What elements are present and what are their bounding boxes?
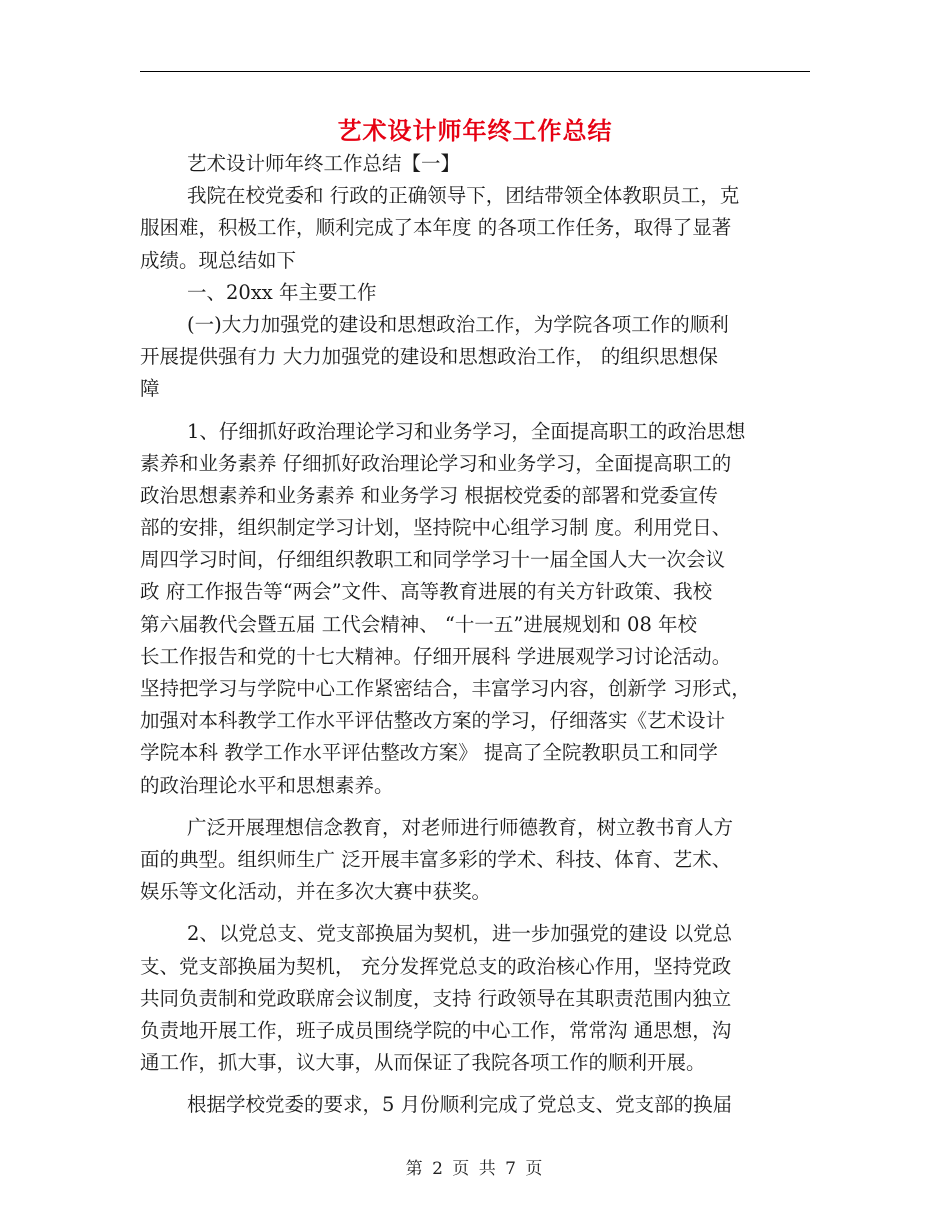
text-line: 加强对本科教学工作水平评估整改方案的学习，仔细落实《艺术设计 bbox=[140, 709, 726, 733]
text-line: 我院在校党委和 行政的正确领导下，团结带领全体教职员工，克 bbox=[187, 184, 740, 208]
document-body bbox=[140, 148, 812, 1121]
page-footer: 第 2 页 共 7 页 bbox=[405, 1159, 545, 1179]
text-line: (一)大力加强党的建设和思想政治工作，为学院各项工作的顺利 bbox=[187, 312, 729, 336]
text-line: 1、仔细抓好政治理论学习和业务学习，全面提高职工的政治思想 bbox=[187, 419, 746, 443]
header-rule bbox=[140, 71, 810, 72]
text-line: 艺术设计师年终工作总结【一】 bbox=[187, 152, 461, 175]
text-line: 共同负责制和党政联席会议制度，支持 行政领导在其职责范围内独立 bbox=[140, 986, 732, 1010]
text-line: 广泛开展理想信念教育，对老师进行师德教育，树立教书育人方 bbox=[187, 815, 734, 839]
text-line: 第六届教代会暨五届 工代会精神、 “十一五”进展规划和 08 年校 bbox=[140, 612, 698, 636]
text-line: 一、20xx 年主要工作 bbox=[187, 280, 377, 304]
text-line: 成绩。现总结如下 bbox=[140, 248, 297, 272]
text-line: 周四学习时间，仔细组织教职工和同学学习十一届全国人大一次会议 bbox=[140, 548, 726, 572]
text-line: 支、党支部换届为契机， 充分发挥党总支的政治核心作用，坚持党政 bbox=[140, 954, 732, 978]
text-line: 障 bbox=[140, 377, 160, 401]
text-line: 部的安排，组织制定学习计划，坚持院中心组学习制 度。利用党日、 bbox=[140, 516, 732, 540]
text-line: 政治思想素养和业务素养 和业务学习 根据校党委的部署和党委宣传 bbox=[140, 483, 718, 507]
text-line: 面的典型。组织师生广 泛开展丰富多彩的学术、科技、体育、艺术、 bbox=[140, 847, 732, 871]
text-line: 负责地开展工作，班子成员围绕学院的中心工作，常常沟 通思想，沟 bbox=[140, 1018, 732, 1042]
text-line: 政 府工作报告等“两会”文件、高等教育进展的有关方针政策、我校 bbox=[140, 580, 713, 604]
text-line: 长工作报告和党的十七大精神。仔细开展科 学进展观学习讨论活动。 bbox=[140, 644, 732, 668]
text-line: 娱乐等文化活动，并在多次大赛中获奖。 bbox=[140, 880, 492, 904]
text-line: 2、以党总支、党支部换届为契机，进一步加强党的建设 以党总 bbox=[187, 922, 733, 946]
document-title: 艺术设计师年终工作总结 bbox=[337, 117, 613, 145]
text-line: 坚持把学习与学院中心工作紧密结合，丰富学习内容，创新学 习形式， bbox=[140, 677, 751, 700]
text-line: 通工作，抓大事，议大事，从而保证了我院各项工作的顺利开展。 bbox=[140, 1051, 706, 1075]
text-line: 服困难，积极工作，顺利完成了本年度 的各项工作任务，取得了显著 bbox=[140, 216, 732, 240]
text-line: 素养和业务素养 仔细抓好政治理论学习和业务学习，全面提高职工的 bbox=[140, 451, 732, 475]
text-line: 根据学校党委的要求，5 月份顺利完成了党总支、党支部的换届 bbox=[187, 1093, 733, 1117]
text-line: 的政治理论水平和思想素养。 bbox=[140, 773, 394, 797]
text-line: 学院本科 教学工作水平评估整改方案》 提高了全院教职员工和同学 bbox=[140, 741, 718, 765]
text-line: 开展提供强有力 大力加强党的建设和思想政治工作， 的组织思想保 bbox=[140, 345, 718, 369]
